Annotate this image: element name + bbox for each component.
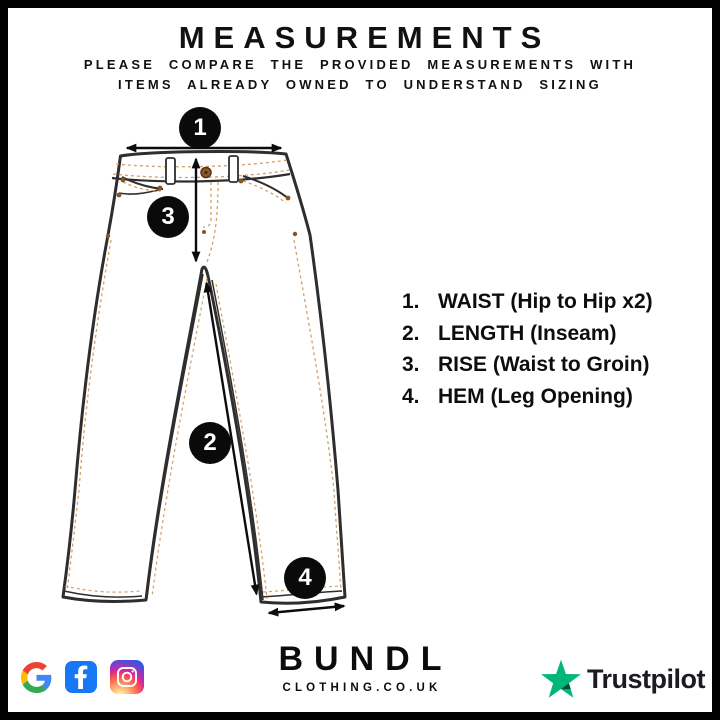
trustpilot-logo[interactable] — [540, 658, 705, 700]
marker-waist: 1 — [179, 107, 221, 149]
page-title: MEASUREMENTS — [178, 20, 551, 55]
instagram-icon[interactable] — [110, 660, 144, 694]
brand-logo — [260, 640, 460, 694]
legend-number: 2. — [402, 321, 420, 345]
legend-item-rise — [402, 353, 653, 377]
marker-length: 2 — [189, 422, 231, 464]
facebook-icon[interactable] — [65, 661, 97, 693]
legend-number: 3. — [402, 353, 420, 376]
social-links — [21, 660, 144, 694]
legend-item-hem — [402, 385, 653, 409]
marker-hem: 4 — [284, 557, 326, 599]
belt-loop — [166, 158, 175, 184]
brand-name: BUNDL — [278, 640, 453, 678]
legend-label: WAIST (Hip to Hip x2) — [438, 290, 653, 313]
trustpilot-wordmark: Trustpilot — [587, 663, 705, 694]
legend-item-waist — [402, 290, 653, 314]
brand-domain: CLOTHING.CO.UK — [282, 682, 442, 694]
legend-label: LENGTH (Inseam) — [438, 321, 617, 345]
legend-number: 1. — [402, 290, 420, 313]
legend-label: HEM (Leg Opening) — [438, 384, 633, 408]
measurement-legend — [402, 290, 653, 416]
marker-rise: 3 — [147, 196, 189, 238]
trustpilot-star-icon — [540, 658, 582, 700]
legend-number: 4. — [402, 384, 420, 408]
hem-arrow — [269, 606, 344, 613]
jeans-silhouette — [63, 152, 345, 604]
legend-label: RISE (Waist to Groin) — [438, 353, 650, 376]
google-icon[interactable] — [21, 662, 52, 693]
subtitle-line-1: PLEASE COMPARE THE PROVIDED MEASUREMENTS WITH — [83, 57, 637, 72]
belt-loop — [229, 156, 238, 182]
subtitle-line-2: ITEMS ALREADY OWNED TO UNDERSTAND SIZING — [118, 77, 602, 92]
legend-item-length — [402, 322, 653, 346]
